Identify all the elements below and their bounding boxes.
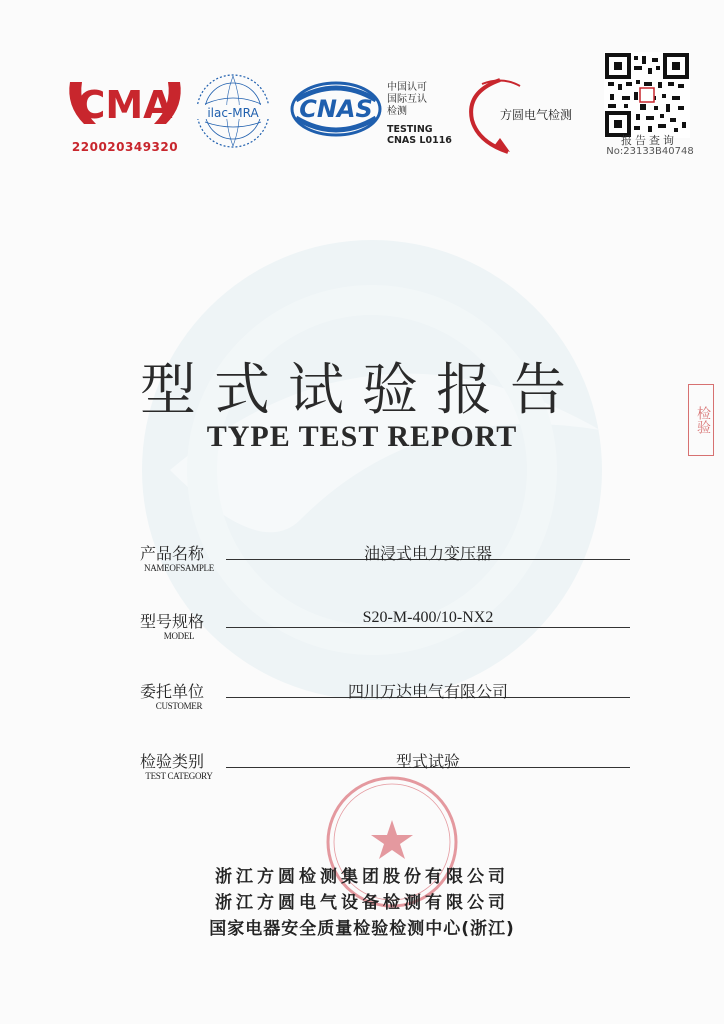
qr-caption: 报告查询 [621, 134, 677, 147]
field-label: 产品名称 [140, 544, 205, 563]
side-seal-stamp: 检验 [688, 384, 714, 456]
field-sublabel: MODEL [163, 631, 195, 641]
field-value: 油浸式电力变压器 [363, 546, 492, 563]
report-number: No:23133B40748 [606, 146, 694, 157]
qr-code-icon[interactable] [604, 52, 690, 138]
field-sublabel: CUSTOMER [155, 701, 203, 711]
issuer-line: 浙江方圆电气设备检测有限公司 [215, 893, 509, 913]
field-value: S20-M-400/10-NX2 [362, 609, 494, 626]
field-customer [140, 679, 640, 719]
field-label: 型号规格 [140, 612, 205, 631]
lab-name: 方圆电气检测 [500, 108, 573, 122]
field-underline [226, 627, 630, 628]
field-sublabel: NAMEOFSAMPLE [144, 563, 214, 573]
cnas-en-line: TESTING [387, 124, 433, 135]
cnas-cn-caption [387, 82, 447, 118]
issuer-line: 浙江方圆检测集团股份有限公司 [215, 867, 509, 887]
cnas-cn-line: 中国认可 [387, 82, 427, 93]
field-sample-name [140, 541, 640, 581]
issuer-block [0, 864, 724, 942]
page-title-en: TYPE TEST REPORT [206, 420, 518, 453]
page-title-cn: 型式试验报告 [140, 358, 584, 423]
cnas-text: CNAS [299, 95, 373, 123]
cma-code: 220020349320 [71, 140, 179, 154]
field-label: 检验类别 [140, 752, 205, 771]
issuer-line: 国家电器安全质量检验检测中心(浙江) [209, 919, 515, 939]
cnas-en-caption [387, 124, 467, 146]
cma-text: CMA [77, 83, 173, 127]
cnas-en-line: CNAS L0116 [387, 135, 452, 146]
field-sublabel: TEST CATEGORY [145, 771, 213, 781]
field-label: 委托单位 [140, 682, 205, 701]
field-value: 型式试验 [395, 754, 460, 771]
ilac-mra-logo-icon [190, 72, 276, 150]
ilac-text: ilac-MRA [207, 106, 259, 120]
cnas-cn-line: 检测 [387, 106, 407, 117]
field-model [140, 609, 640, 649]
cnas-cn-line: 国际互认 [387, 94, 427, 105]
cnas-logo-icon [290, 80, 382, 138]
field-value: 四川万达电气有限公司 [347, 684, 508, 701]
